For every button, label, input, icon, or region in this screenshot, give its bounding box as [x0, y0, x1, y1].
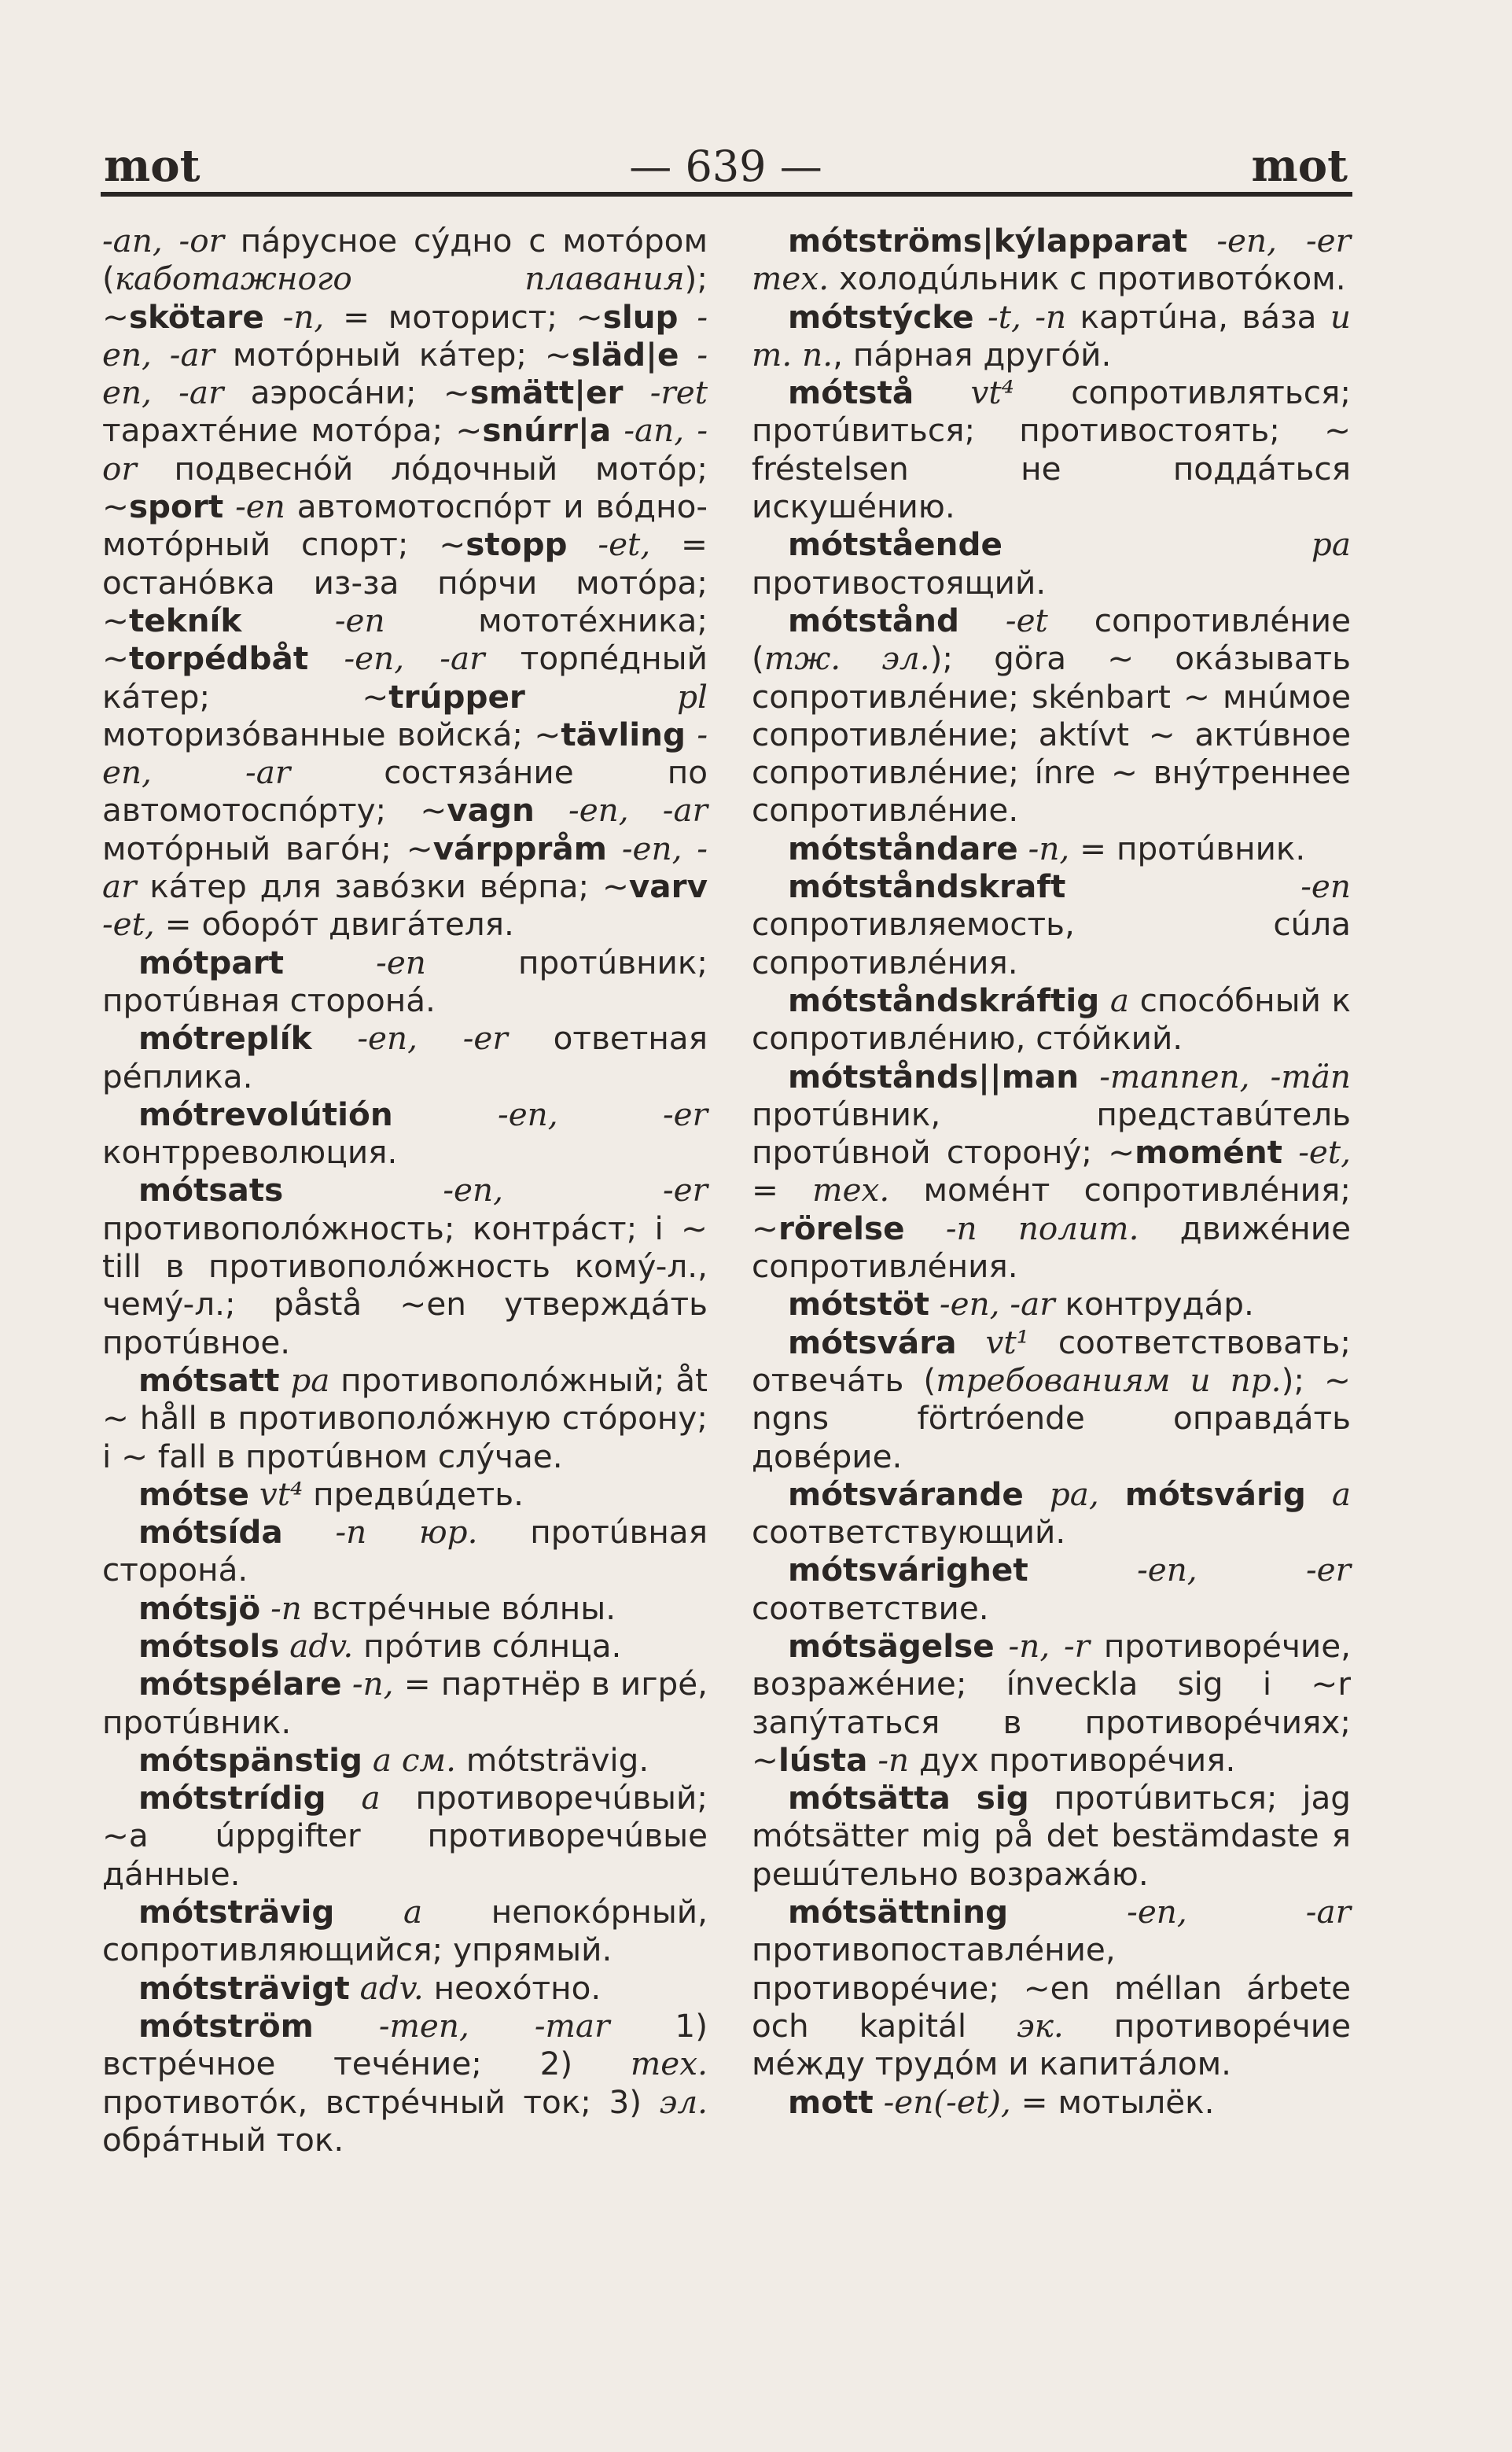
dictionary-entry: mótsträvigt adv. неохóтно.	[138, 1968, 601, 2007]
dictionary-entry: mótsträvig a непокóрный, сопротивляющийся; упрямый.	[102, 1893, 708, 1969]
dictionary-entry: mótstånd -et сопротивлéние (тж. эл.); göra ~ окáзывать сопротивлéние; skénbart ~ мнúмое сопротивлéние; aktívt ~ актúвное сопротивлéние; ínre ~ внýтреннее сопротивлéние.	[752, 601, 1352, 830]
dictionary-entry: mótspänstig a см. mótsträvig.	[138, 1740, 649, 1779]
dictionary-entry: mótrevolútión -en, -er контрреволюция.	[102, 1095, 708, 1172]
left-column	[102, 222, 708, 2159]
page-number: — 639 —	[629, 142, 822, 191]
right-guide-word: mot	[1251, 140, 1348, 192]
dictionary-entry: mótreplík -en, -er ответная рéплика.	[102, 1019, 708, 1095]
dictionary-entry: mótsols adv. прóтив сóлнца.	[138, 1626, 622, 1665]
dictionary-entry: mótsats -en, -er противополóжность; контрáст; i ~ till в противополóжность комý-л., чемý-л.; påstå ~en утверждáть протúвное.	[102, 1171, 708, 1361]
dictionary-entry: mótspélare -n, = партнёр в игрé, протúвник.	[102, 1665, 708, 1741]
dictionary-entry: mott -en(-et), = мотылёк.	[788, 2082, 1215, 2121]
right-column	[752, 222, 1351, 2121]
dictionary-entry: mótstrídig a противоречúвый; ~a úppgifter противоречúвые дáнные.	[102, 1779, 708, 1893]
dictionary-entry: mótsída -n юр. протúвная сторонá.	[102, 1513, 708, 1589]
dictionary-entry: mótpart -en протúвник; протúвная сторонá.	[102, 943, 708, 1019]
dictionary-entry: mótsätta sig протúвиться; jag mótsätter mig på det bestämdaste я решúтельно возражáю.	[752, 1779, 1352, 1893]
dictionary-entry: mótströms|kýlapparat -en, -er тех. холодúльник с противотóком.	[752, 222, 1351, 298]
dictionary-entry: mótstånds||man -mannen, -män протúвник, представúтель протúвной сторонý; ~momént -et, = тех. момéнт сопротивлéния; ~rörelse -n полит. движéние сопротивлéния.	[752, 1057, 1351, 1286]
dictionary-entry: mótsatt pa противополóжный; åt ~ håll в противополóжную стóрону; i ~ fall в протúвном слýчае.	[102, 1360, 708, 1475]
dictionary-entry: mótsvárighet -en, -er соответствие.	[752, 1551, 1352, 1627]
dictionary-entry: mótström -men, -mar 1) встрéчное течéние; 2) тех. противотóк, встрéчный ток; 3) эл. обрáтный ток.	[102, 2006, 708, 2159]
dictionary-entry: mótstýcke -t, -n картúна, вáза и т. п., пáрная другóй.	[752, 297, 1351, 374]
dictionary-entry: mótsvárande pa, mótsvárig a соответствующий.	[752, 1475, 1352, 1552]
dictionary-entry: mótstöt -en, -ar контрудáр.	[788, 1285, 1254, 1324]
dictionary-entry: mótstående pa противостоящий.	[752, 525, 1351, 602]
dictionary-entry: mótsjö -n встрéчные вóлны.	[138, 1589, 616, 1627]
dictionary-entry: mótstå vt⁴ сопротивляться; протúвиться; противостоять; ~ fréstelsen не поддáться искушéнию.	[752, 374, 1351, 526]
dictionary-entry: -an, -or пáрусное сýдно с мотóром (каботажного плавания); ~skötare -n, = моторист; ~slup -en, -ar мотóрный кáтер; ~släd|e -en, -ar аэросáни; ~smätt|er -ret тарахтéние мотóра; ~snúrr|a -an, -or подвеснóй лóдочный мотóр; ~sport -en автомотоспóрт и вóдно-мотóрный спорт; ~stopp -et, = останóвка из-за пóрчи мотóра; ~tekník -en мототéхника; ~torpédbåt -en, -ar торпéдный кáтер; ~trúpper pl моторизóванные войскá; ~tävling -en, -ar состязáние по автомотоспóрту; ~vagn -en, -ar мотóрный вагóн; ~várppråm -en, -ar кáтер для завóзки вéрпа; ~varv -et, = оборóт двигáтеля.	[102, 222, 708, 944]
dictionary-entry: mótståndare -n, = протúвник.	[788, 829, 1306, 867]
dictionary-entry: mótsägelse -n, -r противорéчие, возражéние; ínveckla sig i ~r запýтаться в противорéчиях; ~lústa -n дух противорéчия.	[752, 1626, 1352, 1779]
left-guide-word: mot	[104, 140, 200, 192]
dictionary-entry: mótståndskráftig a спосóбный к сопротивлéнию, стóйкий.	[752, 981, 1351, 1058]
running-header	[101, 134, 1351, 197]
dictionary-entry: mótse vt⁴ предвúдеть.	[138, 1475, 524, 1513]
dictionary-entry: mótståndskraft -en сопротивляемость, сúла сопротивлéния.	[752, 867, 1351, 981]
dictionary-entry: mótsvára vt¹ соответствовать; отвечáть (требованиям и пр.); ~ ngns förtróende оправдáть довéрие.	[752, 1323, 1351, 1475]
dictionary-entry: mótsättning -en, -ar противопоставлéние, противорéчие; ~en méllan árbete och kapitál эк. противорéчие мéжду трудóм и капитáлом.	[752, 1893, 1351, 2083]
header-rule	[101, 192, 1352, 197]
